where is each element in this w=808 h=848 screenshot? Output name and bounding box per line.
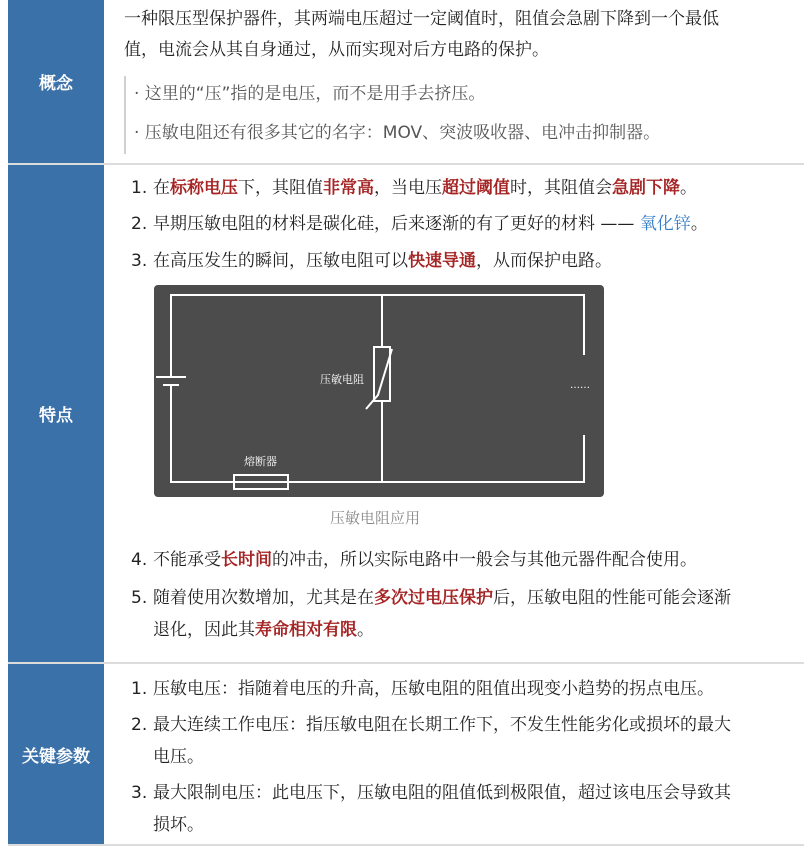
params-row [8, 664, 804, 844]
item-number: 3. [131, 251, 148, 271]
features-row [8, 165, 804, 662]
item-number: 5. [131, 588, 148, 608]
item-number: 1. [131, 178, 148, 198]
load-dots: …… [570, 380, 590, 391]
zinc-oxide-link[interactable]: 氧化锌 [639, 214, 691, 234]
varistor-label: 压敏电阻 [320, 373, 364, 386]
feature-item-3: 3. 在高压发生的瞬间，压敏电阻可以快速导通，从而保护电路。 [131, 251, 612, 271]
note-1: · 这里的“压”指的是电压，而不是用手去挤压。 [134, 84, 486, 104]
item-number: 3. [131, 783, 148, 803]
feature-item-2: 2. 早期压敏电阻的材料是碳化硅，后来逐渐的有了更好的材料 —— 氧化锌。 [131, 214, 708, 234]
item-number: 1. [131, 679, 148, 699]
concept-row [8, 0, 804, 163]
features-body [104, 165, 804, 662]
emphasis: 急剧下降 [612, 178, 680, 198]
emphasis: 寿命相对有限 [255, 620, 357, 640]
params-body [104, 664, 804, 844]
emphasis: 非常高 [323, 178, 374, 198]
row-divider [8, 844, 804, 846]
emphasis: 多次过电压保护 [374, 588, 493, 608]
item-number: 4. [131, 550, 148, 570]
features-header: 特点 [8, 165, 104, 662]
emphasis: 长时间 [221, 550, 272, 570]
param-item-2: 2. 最大连续工作电压：指压敏电阻在长期工作下，不发生性能劣化或损坏的最大 [131, 715, 731, 735]
emphasis: 标称电压 [170, 178, 238, 198]
circuit-diagram [154, 285, 604, 497]
param-item-3: 3. 最大限制电压：此电压下，压敏电阻的阻值低到极限值，超过该电压会导致其 [131, 783, 731, 803]
item-number: 2. [131, 715, 148, 735]
param-item-1: 1. 压敏电压：指随着电压的升高，压敏电阻的阻值出现变小趋势的拐点电压。 [131, 679, 714, 699]
feature-item-4: 4. 不能承受长时间的冲击，所以实际电路中一般会与其他元器件配合使用。 [131, 550, 697, 570]
feature-item-5-cont: 退化，因此其寿命相对有限。 [153, 620, 374, 640]
concept-body [104, 0, 804, 163]
concept-line-1: 一种限压型保护器件，其两端电压超过一定阈值时，阻值会急剧下降到一个最低 [124, 9, 719, 29]
note-2: · 压敏电阻还有很多其它的名字：MOV、突波吸收器、电冲击抑制器。 [134, 123, 661, 143]
feature-item-5: 5. 随着使用次数增加，尤其是在多次过电压保护后，压敏电阻的性能可能会逐渐 [131, 588, 731, 608]
concept-line-2: 值，电流会从其自身通过，从而实现对后方电路的保护。 [124, 40, 549, 60]
fuse-label: 熔断器 [244, 455, 277, 468]
item-number: 2. [131, 214, 148, 234]
concept-header: 概念 [8, 0, 104, 163]
figure-caption: 压敏电阻应用 [330, 509, 421, 527]
param-item-3-cont: 损坏。 [153, 815, 204, 835]
emphasis: 快速导通 [408, 251, 476, 271]
feature-item-1: 1. 在标称电压下，其阻值非常高，当电压超过阈值时，其阻值会急剧下降。 [131, 178, 697, 198]
param-item-2-cont: 电压。 [153, 747, 204, 767]
emphasis: 超过阈值 [442, 178, 510, 198]
params-header: 关键参数 [8, 664, 104, 844]
note-quote-bar [124, 76, 126, 154]
